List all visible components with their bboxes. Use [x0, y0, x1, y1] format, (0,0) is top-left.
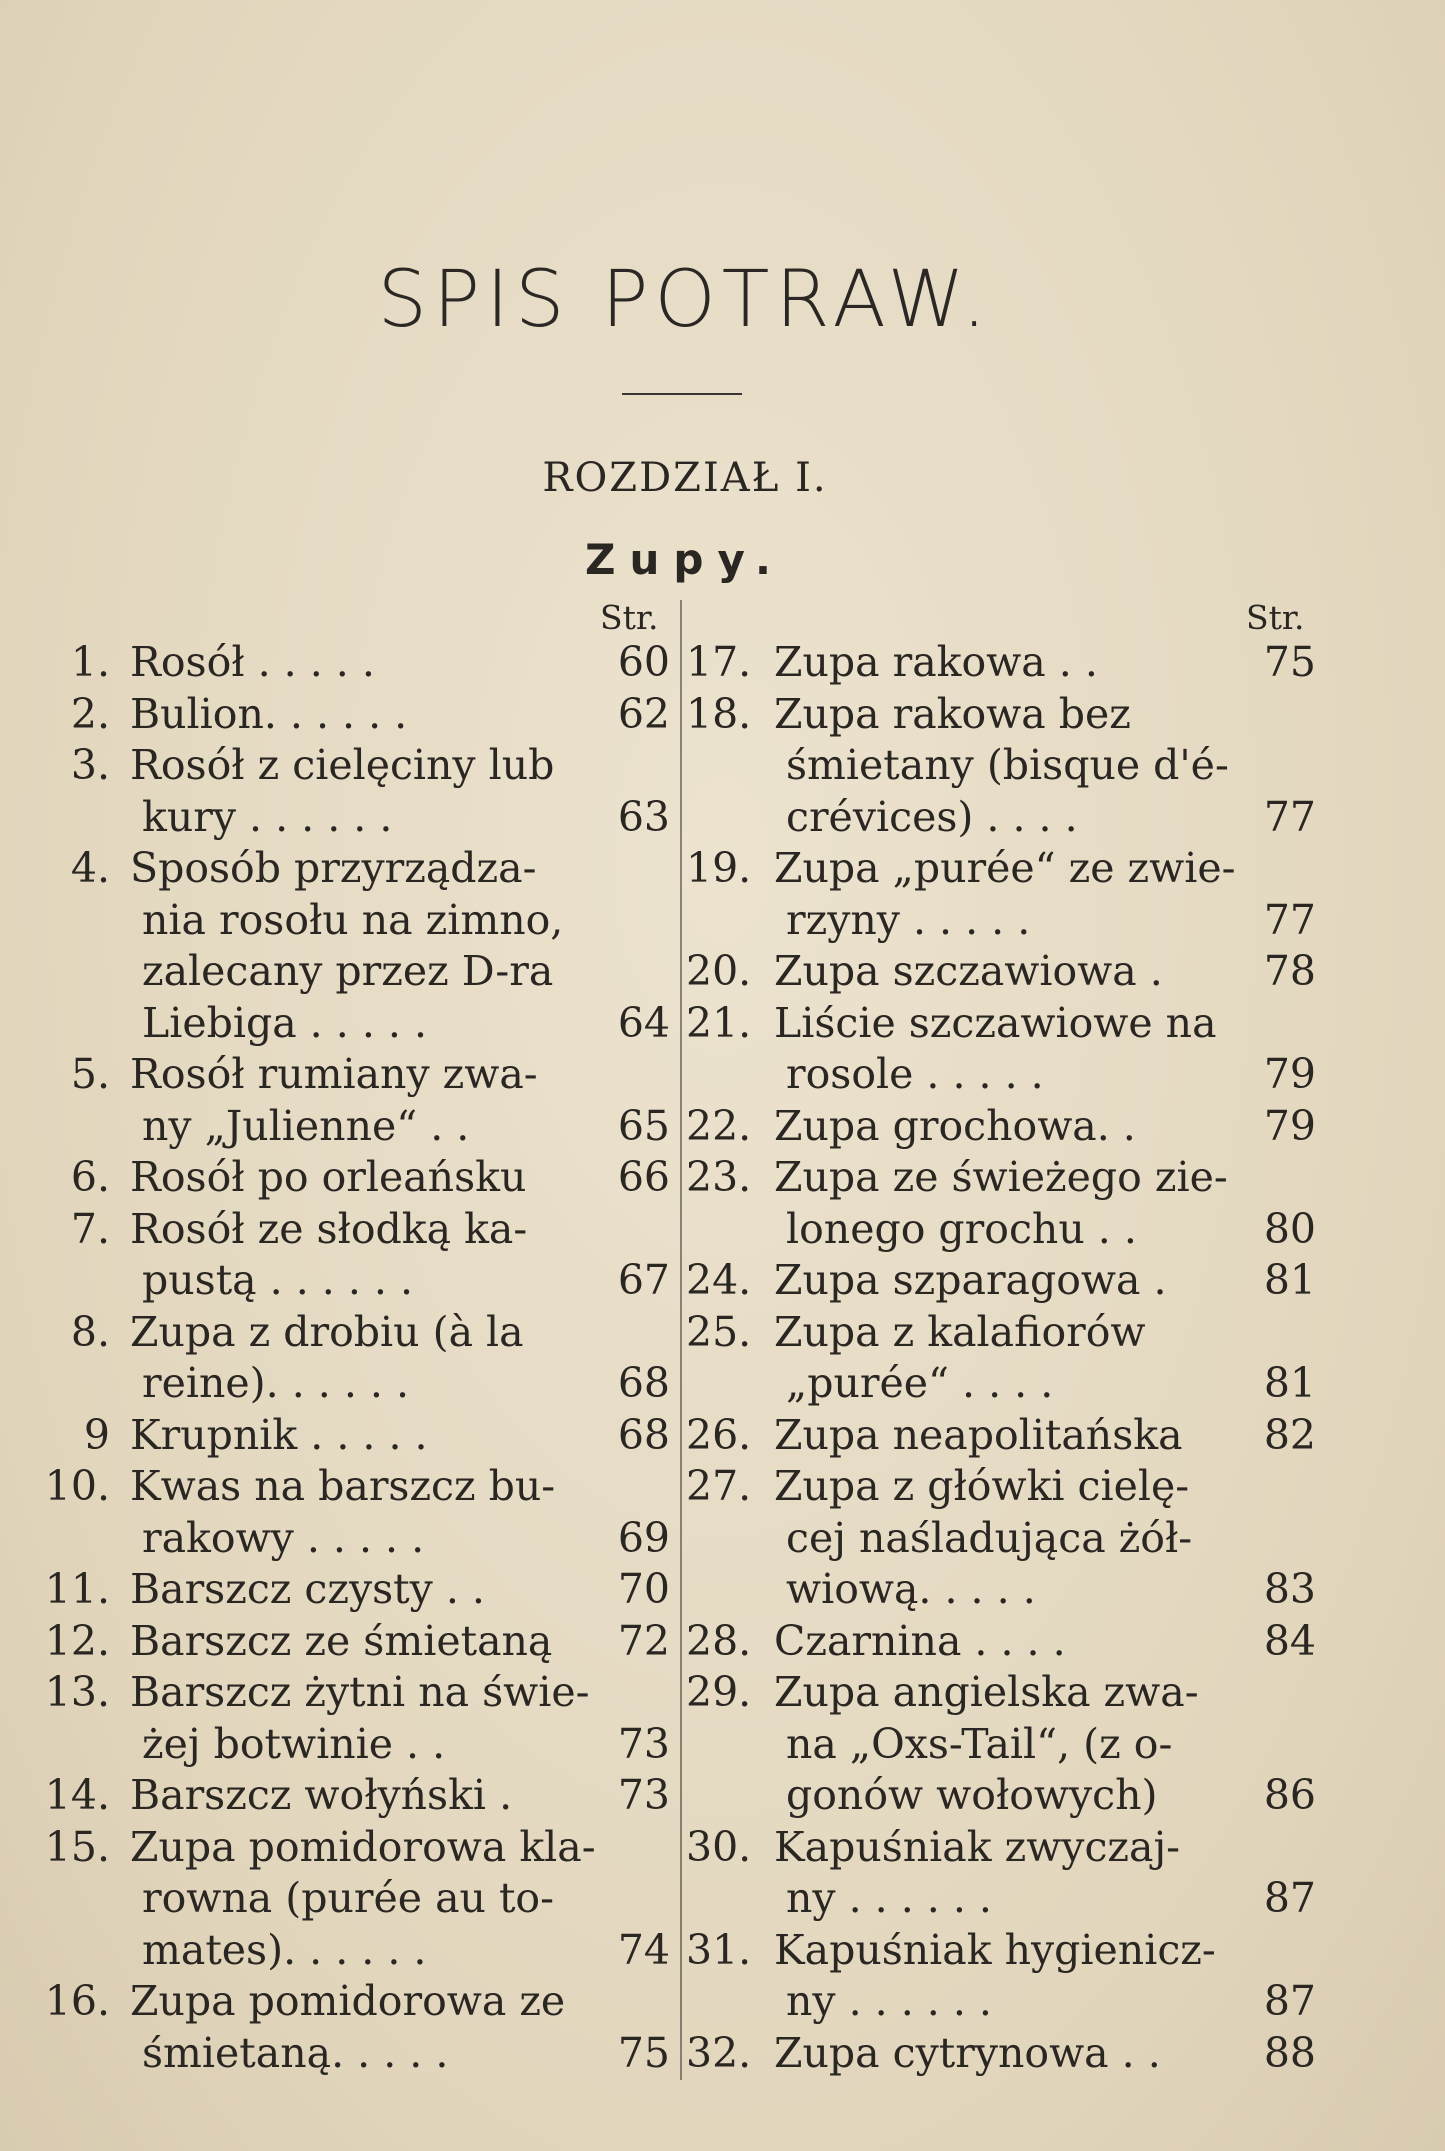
index-line [686, 1152, 1316, 1204]
index-line [30, 1976, 670, 2028]
entry-text: Barszcz ze śmietaną [130, 1616, 553, 1665]
index-line [30, 1925, 670, 1977]
entry-text: Zupa neapolitańska [774, 1410, 1183, 1459]
entry-text: Barszcz wołyński . [130, 1771, 513, 1819]
page-title: SPIS POTRAW. [377, 255, 993, 345]
index-line [30, 1719, 670, 1771]
entry-text: Zupa pomidorowa ze [130, 1977, 566, 2025]
entry-page-number: 75 [617, 2028, 670, 2077]
index-line [686, 1513, 1316, 1565]
entry-text: Zupa „purée“ ze zwie- [774, 844, 1236, 892]
entry-text: reine). . . . . . [142, 1359, 410, 1407]
entry-text: Zupa angielska zwa- [774, 1668, 1199, 1716]
index-line [686, 1204, 1316, 1256]
entry-text: na „Oxs-Tail“, (z o- [786, 1719, 1173, 1768]
entry-number: 29. [686, 1668, 752, 1716]
entry-page-number: 87 [1263, 1977, 1316, 2025]
index-line [30, 946, 670, 998]
entry-number: 17. [686, 638, 752, 686]
entry-page-number: 66 [617, 1153, 670, 1201]
index-line [30, 895, 670, 947]
entry-text: Zupa grochowa. . [774, 1101, 1136, 1150]
entry-number: 19. [686, 844, 752, 892]
section-heading: Zupy. [585, 535, 785, 584]
index-line [686, 1049, 1316, 1101]
entry-number: 25. [686, 1307, 752, 1356]
entry-page-number: 84 [1263, 1616, 1316, 1665]
entry-text: Bulion. . . . . . [130, 689, 408, 738]
entry-page-number: 81 [1263, 1359, 1316, 1407]
entry-text: Kapuśniak zwyczaj- [774, 1822, 1181, 1871]
entry-page-number: 73 [617, 1771, 670, 1819]
entry-text: Zupa rakowa bez [774, 689, 1131, 738]
entry-text: mates). . . . . . [142, 1925, 427, 1974]
entry-text: Rosół rumiany zwa- [130, 1050, 538, 1098]
entry-number: 4. [70, 844, 110, 892]
index-line [686, 1873, 1316, 1925]
index-line [30, 1564, 670, 1616]
index-line [30, 1770, 670, 1822]
entry-text: Barszcz żytni na świe- [130, 1668, 590, 1716]
column-divider [680, 600, 682, 2080]
entry-page-number: 74 [617, 1925, 670, 1974]
entry-text: ny „Julienne“ . . [142, 1101, 470, 1150]
index-line [30, 1204, 670, 1256]
index-line [30, 1461, 670, 1513]
entry-text: śmietaną. . . . . [142, 2028, 449, 2077]
entry-text: crévices) . . . . [786, 792, 1078, 841]
entry-number: 2. [70, 689, 110, 738]
entry-text: rzyny . . . . . [786, 895, 1031, 944]
entry-text: Kwas na barszcz bu- [130, 1462, 556, 1510]
index-line [30, 1049, 670, 1101]
entry-text: Zupa rakowa . . [774, 638, 1098, 686]
entry-text: gonów wołowych) [786, 1771, 1158, 1819]
index-line [30, 1667, 670, 1719]
index-line [686, 1925, 1316, 1977]
entry-number: 18. [686, 689, 752, 738]
entry-number: 13. [44, 1668, 110, 1716]
entry-page-number: 75 [1263, 638, 1316, 686]
entry-page-number: 86 [1263, 1771, 1316, 1819]
entry-text: Krupnik . . . . . [130, 1410, 428, 1459]
index-line [30, 1255, 670, 1307]
entry-page-number: 67 [617, 1256, 670, 1304]
index-line [30, 1152, 670, 1204]
entry-text: Rosół z cielęciny lub [130, 741, 555, 789]
entry-text: Rosół . . . . . [130, 638, 375, 686]
entry-number: 21. [686, 998, 752, 1047]
index-line [30, 843, 670, 895]
entry-page-number: 87 [1263, 1874, 1316, 1922]
entry-page-number: 79 [1263, 1050, 1316, 1098]
entry-number: 11. [44, 1565, 110, 1613]
index-line [686, 1410, 1316, 1462]
entry-text: cej naśladująca żół- [786, 1513, 1193, 1562]
entry-text: Zupa pomidorowa kla- [130, 1822, 596, 1871]
entry-number: 26. [686, 1410, 752, 1459]
entry-text: ny . . . . . . [786, 1874, 992, 1922]
entry-page-number: 70 [617, 1565, 670, 1613]
index-line [686, 740, 1316, 792]
title-divider [622, 393, 742, 395]
entry-text: kury . . . . . . [142, 792, 393, 841]
entry-text: „purée“ . . . . [786, 1359, 1054, 1407]
entry-text: nia rosołu na zimno, [142, 895, 564, 944]
index-line [686, 1358, 1316, 1410]
entry-page-number: 77 [1263, 895, 1316, 944]
entry-number: 28. [686, 1616, 752, 1665]
entry-text: Sposób przyrządza- [130, 844, 537, 892]
index-line [30, 1822, 670, 1874]
index-line [686, 2028, 1316, 2080]
entry-text: Zupa cytrynowa . . [774, 2028, 1161, 2077]
entry-text: Liście szczawiowe na [774, 998, 1217, 1047]
index-line [686, 1616, 1316, 1668]
entry-number: 7. [70, 1204, 110, 1253]
index-line [686, 1461, 1316, 1513]
entry-page-number: 63 [617, 792, 670, 841]
entry-number: 22. [686, 1101, 752, 1150]
entry-number: 31. [686, 1925, 752, 1974]
entry-page-number: 83 [1263, 1565, 1316, 1613]
entry-text: lonego grochu . . [786, 1204, 1137, 1253]
entry-page-number: 81 [1263, 1256, 1316, 1304]
index-line [686, 1976, 1316, 2028]
entry-text: zalecany przez D-ra [142, 947, 554, 995]
index-line [686, 1564, 1316, 1616]
index-line [686, 1719, 1316, 1771]
entry-text: Liebiga . . . . . [142, 998, 427, 1047]
entry-number: 12. [44, 1616, 110, 1665]
page-column-label-left: Str. [600, 598, 659, 637]
entry-page-number: 69 [617, 1513, 670, 1562]
index-line [30, 740, 670, 792]
index-line [30, 637, 670, 689]
entry-text: ny . . . . . . [786, 1977, 992, 2025]
index-line [686, 792, 1316, 844]
entry-number: 27. [686, 1462, 752, 1510]
entry-text: Zupa z główki cielę- [774, 1462, 1190, 1510]
entry-page-number: 65 [617, 1101, 670, 1150]
entry-number: 6. [70, 1153, 110, 1201]
entry-page-number: 64 [617, 998, 670, 1047]
entry-number: 32. [686, 2028, 752, 2077]
entry-number: 23. [686, 1153, 752, 1201]
entry-text: rowna (purée au to- [142, 1874, 554, 1922]
entry-page-number: 73 [617, 1719, 670, 1768]
entry-page-number: 60 [617, 638, 670, 686]
index-line [686, 1307, 1316, 1359]
entry-text: Zupa szparagowa . [774, 1256, 1167, 1304]
index-line [686, 946, 1316, 998]
entry-text: Kapuśniak hygienicz- [774, 1925, 1216, 1974]
entry-number: 1. [70, 638, 110, 686]
entry-number: 15. [44, 1822, 110, 1871]
entry-number: 16. [44, 1977, 110, 2025]
index-line [30, 1307, 670, 1359]
entry-page-number: 68 [617, 1359, 670, 1407]
entry-text: Barszcz czysty . . [130, 1565, 485, 1613]
entry-text: rosole . . . . . [786, 1050, 1044, 1098]
entry-text: wiową. . . . . [786, 1565, 1036, 1613]
entry-number: 14. [44, 1771, 110, 1819]
index-line [30, 1358, 670, 1410]
entry-number: 24. [686, 1256, 752, 1304]
index-line [30, 998, 670, 1050]
index-line [686, 1822, 1316, 1874]
index-line [30, 1101, 670, 1153]
index-line [30, 792, 670, 844]
right-column [686, 637, 1316, 2079]
entry-text: Zupa ze świeżego zie- [774, 1153, 1228, 1201]
index-line [686, 1770, 1316, 1822]
entry-number: 3. [70, 741, 110, 789]
index-line [30, 1873, 670, 1925]
entry-text: Czarnina . . . . [774, 1616, 1066, 1665]
index-line [686, 1101, 1316, 1153]
entry-page-number: 78 [1263, 947, 1316, 995]
index-line [686, 1667, 1316, 1719]
entry-number: 9 [83, 1410, 110, 1459]
entry-page-number: 88 [1263, 2028, 1316, 2077]
entry-page-number: 82 [1263, 1410, 1316, 1459]
entry-page-number: 68 [617, 1410, 670, 1459]
entry-text: żej botwinie . . [142, 1719, 446, 1768]
index-line [686, 998, 1316, 1050]
entry-page-number: 80 [1263, 1204, 1316, 1253]
entry-text: pustą . . . . . . [142, 1256, 414, 1304]
entry-text: rakowy . . . . . [142, 1513, 425, 1562]
index-line [30, 2028, 670, 2080]
index-line [686, 1255, 1316, 1307]
chapter-heading: ROZDZIAŁ I. [542, 455, 828, 501]
entry-number: 30. [686, 1822, 752, 1871]
index-line [30, 1410, 670, 1462]
entry-text: Zupa z drobiu (à la [130, 1307, 524, 1356]
entry-page-number: 77 [1263, 792, 1316, 841]
entry-text: śmietany (bisque d'é- [786, 741, 1229, 789]
index-line [30, 1616, 670, 1668]
entry-number: 5. [70, 1050, 110, 1098]
entry-text: Rosół ze słodką ka- [130, 1204, 528, 1253]
entry-number: 10. [44, 1462, 110, 1510]
entry-page-number: 72 [617, 1616, 670, 1665]
entry-text: Zupa z kalafiorów [774, 1307, 1146, 1356]
index-line [686, 637, 1316, 689]
page-column-label-right: Str. [1246, 598, 1305, 637]
left-column [30, 637, 670, 2079]
index-line [686, 895, 1316, 947]
entry-number: 8. [70, 1307, 110, 1356]
entry-number: 20. [686, 947, 752, 995]
index-line [30, 689, 670, 741]
entry-page-number: 79 [1263, 1101, 1316, 1150]
entry-text: Rosół po orleańsku [130, 1153, 527, 1201]
entry-page-number: 62 [617, 689, 670, 738]
index-line [686, 689, 1316, 741]
index-line [30, 1513, 670, 1565]
index-line [686, 843, 1316, 895]
entry-text: Zupa szczawiowa . [774, 947, 1163, 995]
